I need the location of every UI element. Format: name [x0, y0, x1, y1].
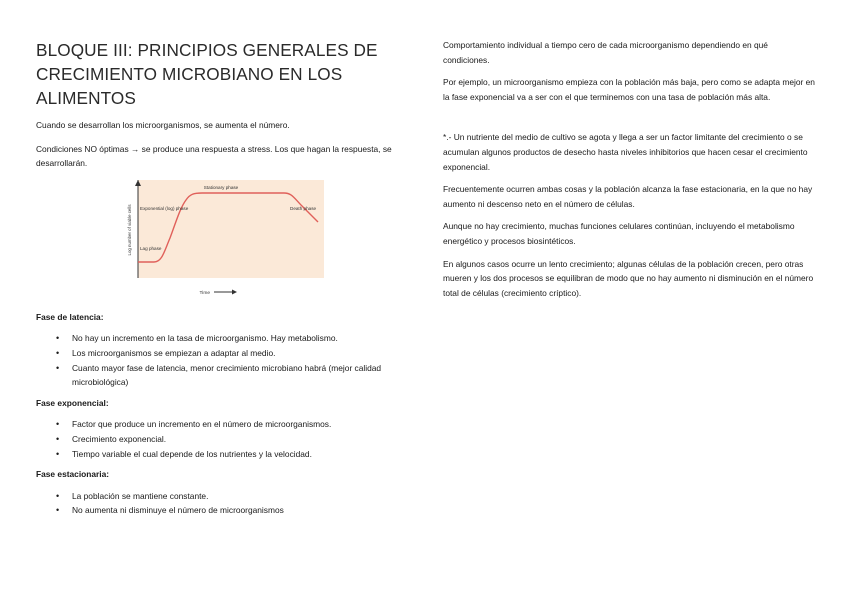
intro-paragraph-1: Cuando se desarrollan los microorganismos, se aumenta el número. [36, 120, 290, 130]
bullet-list [36, 489, 408, 518]
right-paragraph-3: *.- Un nutriente del medio de cultivo se agota y llega a ser un factor limitante del crecimiento o se acumulan algunos productos de desecho hasta niveles inhibitorios que hacen cesar el crecimiento exponencial. [443, 132, 808, 172]
list-item: • No hay un incremento en la tasa de microorganismo. Hay metabolismo. [72, 331, 408, 346]
right-paragraph-5: Aunque no hay crecimiento, muchas funciones celulares continúan, incluyendo el metabolismo energético y procesos biosintéticos. [443, 221, 795, 246]
y-axis-label: Log number of viable cells [127, 204, 132, 256]
list-item: • La población se mantiene constante. [72, 489, 408, 504]
intro-paragraph-2: Condiciones NO óptimas → se produce una respuesta a stress. Los que hagan la respuesta, se desarrollarán. [36, 143, 392, 169]
list-item: • No aumenta ni disminuye el número de microorganismos [72, 503, 408, 518]
section-exponential [36, 396, 408, 461]
x-axis-label: Time [199, 290, 210, 296]
right-paragraph-1: Comportamiento individual a tiempo cero de cada microorganismo dependiendo en qué condiciones. [443, 40, 768, 65]
label-death-phase: Death phase [290, 205, 317, 211]
label-stationary-phase: Stationary phase [203, 184, 239, 190]
left-column [36, 38, 408, 524]
right-paragraph-2: Por ejemplo, un microorganismo empieza con la población más baja, pero como se adapta mejor en la fase exponencial va a ser con el que terminemos con una tasa de población más alta. [443, 77, 815, 102]
bullet-list [36, 417, 408, 461]
label-exponential-phase: Exponential (log) phase [140, 205, 189, 211]
bullet-list [36, 331, 408, 389]
section-heading: Fase exponencial: [36, 397, 109, 408]
growth-curve-svg [118, 180, 324, 300]
list-item: • Cuanto mayor fase de latencia, menor crecimiento microbiano habrá (mejor calidad microbiológica) [72, 361, 408, 390]
x-axis-arrow-icon [232, 289, 237, 294]
right-paragraph-6: En algunos casos ocurre un lento crecimiento; algunas células de la población crecen, pero otras mueren y los dos procesos se equilibran de modo que no hay aumento ni disminución en el número total de células (crecimiento críptico). [443, 258, 814, 298]
page-title: BLOQUE III: PRINCIPIOS GENERALES DE CRECIMIENTO MICROBIANO EN LOS ALIMENTOS [36, 40, 378, 108]
list-item: • Los microorganismos se empiezan a adaptar al medio. [72, 346, 408, 361]
growth-curve-figure [118, 180, 324, 300]
right-column [443, 38, 815, 308]
section-latency [36, 310, 408, 390]
figure-background [138, 180, 324, 278]
list-item: • Crecimiento exponencial. [72, 432, 408, 447]
section-stationary [36, 467, 408, 518]
section-heading: Fase de latencia: [36, 311, 104, 322]
label-lag-phase: Lag phase [140, 245, 162, 251]
spacer [443, 112, 815, 130]
right-paragraph-4: Frecuentemente ocurren ambas cosas y la población alcanza la fase estacionaria, en la que no hay aumento ni descenso neto en el número de células. [443, 184, 813, 209]
list-item: • Tiempo variable el cual depende de los nutrientes y la velocidad. [72, 447, 408, 462]
section-heading: Fase estacionaria: [36, 469, 110, 480]
list-item: • Factor que produce un incremento en el número de microorganismos. [72, 417, 408, 432]
